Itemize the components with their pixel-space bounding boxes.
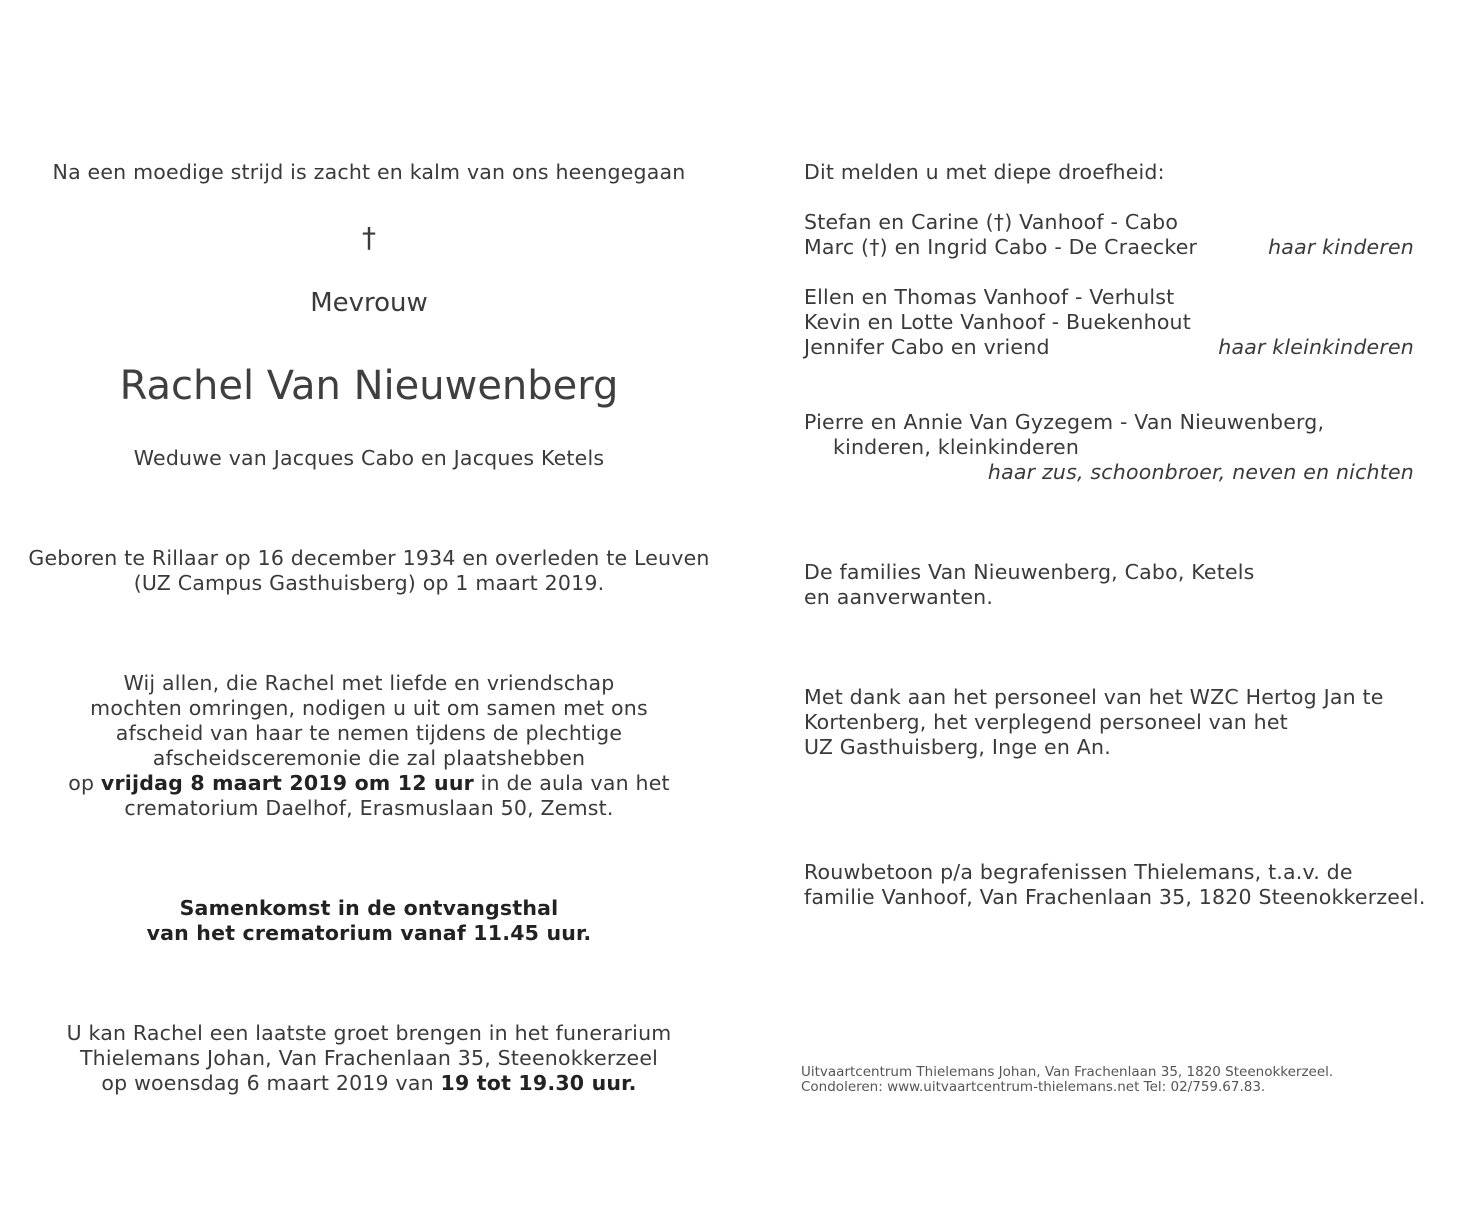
intro-text: Na een moedige strijd is zacht en kalm van ons heengegaan [52, 160, 686, 184]
sibling-row-2 [804, 435, 1414, 460]
ceremony-invitation [0, 671, 738, 821]
children-relation: haar kinderen [1268, 235, 1414, 259]
ceremony-date-line [0, 771, 738, 796]
grandchildren-relation: haar kleinkinderen [1218, 335, 1414, 359]
gathering-info [0, 896, 738, 946]
invitation-line-2: mochten omringen, nodigen u uit om samen met ons [90, 696, 648, 720]
thanks-block [804, 685, 1414, 760]
condolence-address [804, 860, 1426, 910]
sibling-row-1 [804, 410, 1414, 435]
sibling-row-3 [804, 460, 1414, 485]
visit-line-1: U kan Rachel een laatste groet brengen in het funerarium [66, 1021, 672, 1045]
birth-details [0, 546, 738, 596]
families-line-2: en aanverwanten. [804, 585, 994, 609]
deceased-name: Rachel Van Nieuwenberg [119, 363, 619, 409]
date-suffix: in de aula van het [473, 771, 670, 795]
visit-info [0, 1021, 738, 1096]
salutation: Mevrouw [310, 288, 428, 318]
visit-time: 19 tot 19.30 uur. [440, 1071, 637, 1095]
grandchildren-row-1 [804, 285, 1414, 310]
grandchildren-row-3 [804, 335, 1414, 360]
thanks-line-1: Met dank aan het personeel van het WZC Hertog Jan te [804, 685, 1384, 709]
announcement: Dit melden u met diepe droefheid: [804, 160, 1165, 184]
thanks-line-3: UZ Gasthuisberg, Inge en An. [804, 735, 1111, 759]
grandchild-name: Jennifer Cabo en vriend [804, 335, 1050, 359]
visit-date: op woensdag 6 maart 2019 van [101, 1071, 441, 1095]
date-prefix: op [68, 771, 101, 795]
families-block [804, 560, 1414, 610]
child-name: Stefan en Carine (†) Vanhoof - Cabo [804, 210, 1179, 234]
children-row-2 [804, 235, 1414, 260]
footer-line-2: Condoleren: www.uitvaartcentrum-thielemans.net Tel: 02/759.67.83. [801, 1079, 1266, 1095]
child-name: Marc (†) en Ingrid Cabo - De Craecker [804, 235, 1198, 259]
address-line-1: Rouwbetoon p/a begrafenissen Thielemans, t.a.v. de [804, 860, 1353, 884]
birth-line-2: (UZ Campus Gasthuisberg) op 1 maart 2019. [133, 571, 605, 595]
visit-line-2: Thielemans Johan, Van Frachenlaan 35, Steenokkerzeel [79, 1046, 659, 1070]
sibling-descendants: kinderen, kleinkinderen [833, 435, 1080, 459]
grandchildren-row-2 [804, 310, 1414, 335]
invitation-line-1: Wij allen, die Rachel met liefde en vriendschap [123, 671, 615, 695]
sibling-block [804, 410, 1414, 485]
grandchild-name: Ellen en Thomas Vanhoof - Verhulst [804, 285, 1175, 309]
sibling-relation: haar zus, schoonbroer, neven en nichten [987, 460, 1414, 484]
invitation-line-4: afscheidsceremonie die zal plaatshebben [152, 746, 586, 770]
widow-line: Weduwe van Jacques Cabo en Jacques Ketels [133, 446, 605, 470]
thanks-line-2: Kortenberg, het verplegend personeel van het [804, 710, 1288, 734]
children-row-1 [804, 210, 1414, 235]
sibling-name: Pierre en Annie Van Gyzegem - Van Nieuwenberg, [804, 410, 1325, 434]
footer [801, 1065, 1333, 1095]
families-line-1: De families Van Nieuwenberg, Cabo, Ketels [804, 560, 1255, 584]
gathering-line-2: van het crematorium vanaf 11.45 uur. [146, 921, 592, 945]
grandchild-name: Kevin en Lotte Vanhoof - Buekenhout [804, 310, 1191, 334]
visit-date-line [0, 1071, 738, 1096]
address-line-2: familie Vanhoof, Van Frachenlaan 35, 1820 Steenokkerzeel. [804, 885, 1426, 909]
grandchildren-block [804, 285, 1414, 360]
children-block [804, 210, 1414, 260]
ceremony-date: vrijdag 8 maart 2019 om 12 uur [100, 771, 474, 795]
footer-line-1: Uitvaartcentrum Thielemans Johan, Van Frachenlaan 35, 1820 Steenokkerzeel. [801, 1064, 1334, 1080]
birth-line-1: Geboren te Rillaar op 16 december 1934 en overleden te Leuven [28, 546, 710, 570]
invitation-line-3: afscheid van haar te nemen tijdens de plechtige [115, 721, 623, 745]
ceremony-location: crematorium Daelhof, Erasmuslaan 50, Zemst. [124, 796, 614, 820]
cross-icon: † [362, 221, 376, 254]
gathering-line-1: Samenkomst in de ontvangsthal [179, 896, 559, 920]
